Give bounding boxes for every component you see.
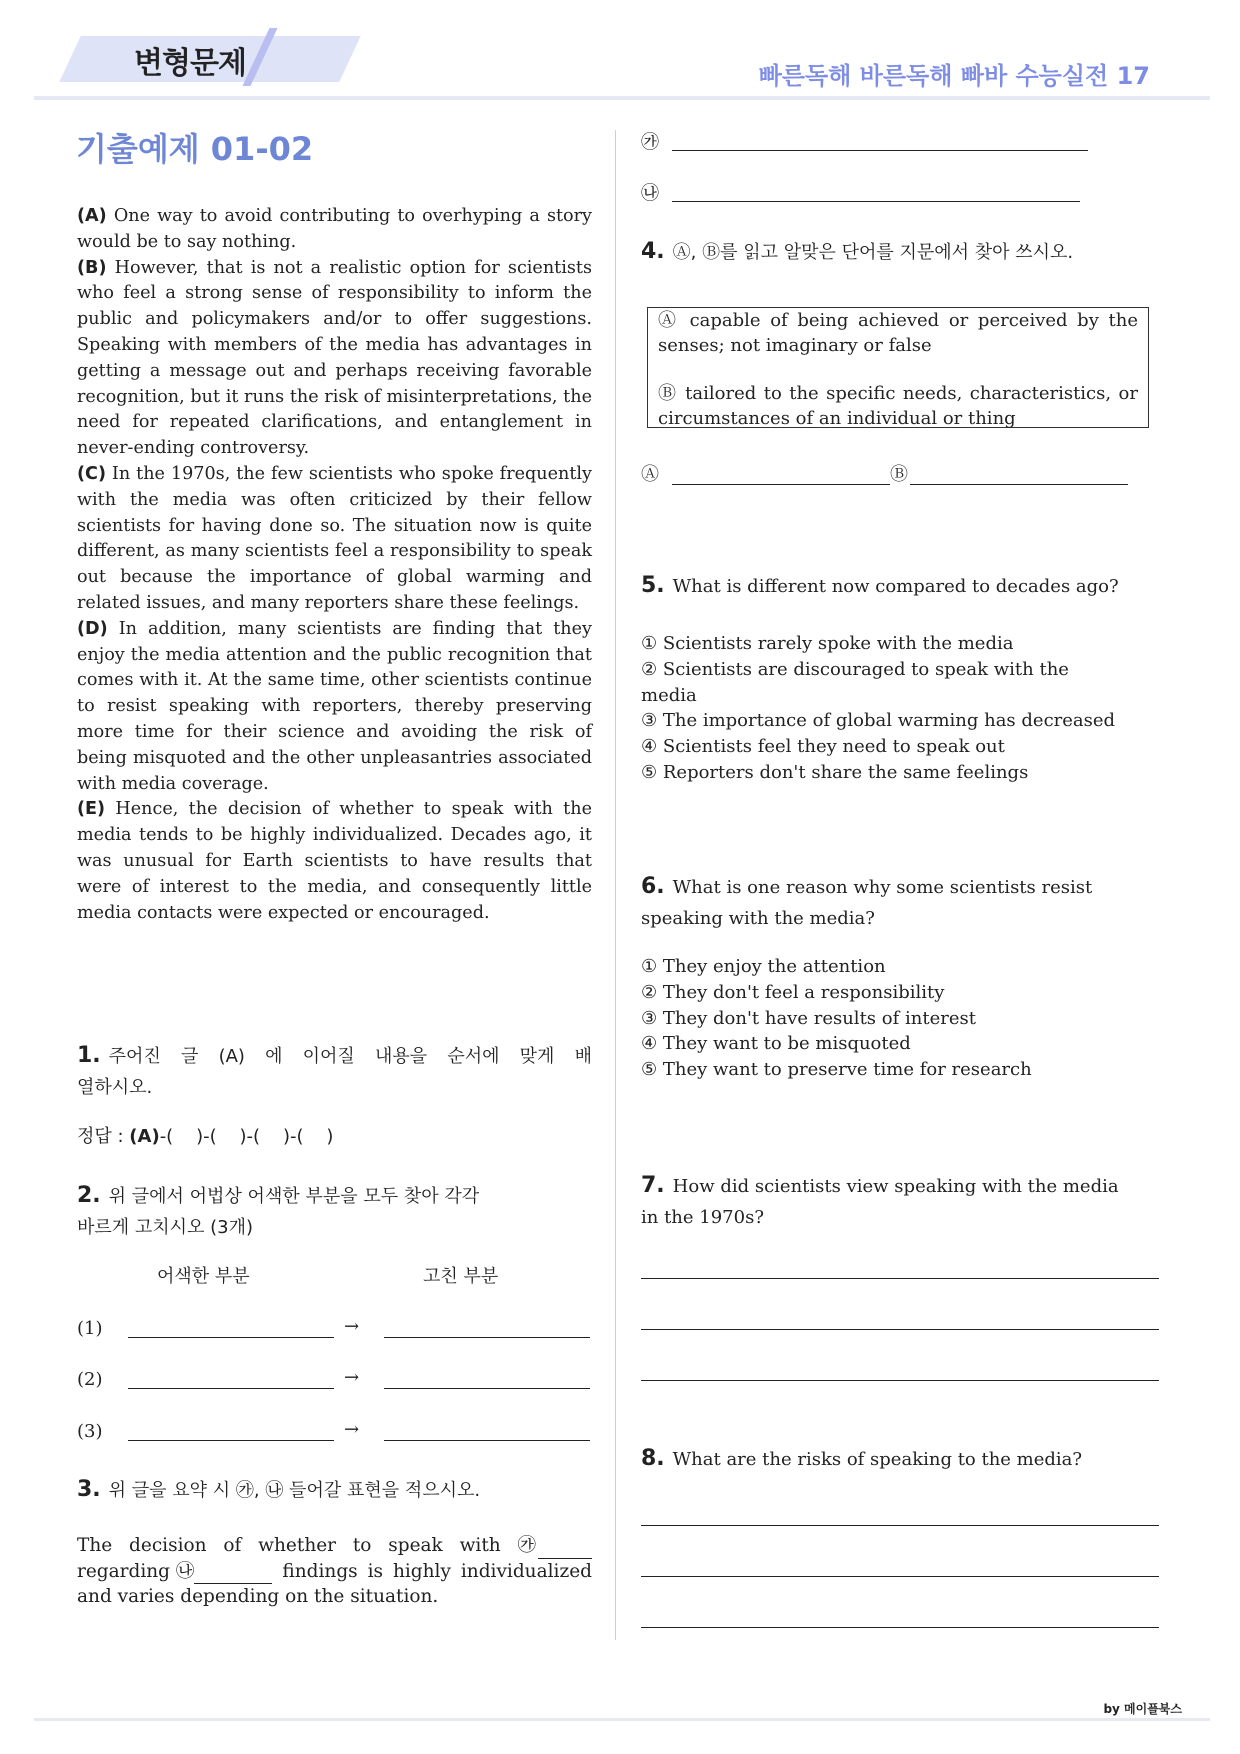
- question-number: 5.: [641, 573, 665, 598]
- question-text: What is one reason why some scientists resist: [672, 877, 1093, 898]
- question-number: 6.: [641, 874, 665, 899]
- question-3: [77, 1474, 480, 1506]
- question-number: 1.: [77, 1043, 101, 1068]
- passage-paragraph-c: [77, 462, 592, 617]
- question-2-line-1: [77, 1180, 592, 1212]
- option[interactable]: ① They enjoy the attention: [641, 956, 886, 977]
- option[interactable]: ③ They don't have results of interest: [641, 1007, 976, 1029]
- arrow-icon: →: [344, 1419, 360, 1440]
- question-text: Ⓐ, Ⓑ를 읽고 알맞은 단어를 지문에서 찾아 쓰시오.: [672, 242, 1074, 263]
- summary-blank-ga[interactable]: [538, 1533, 592, 1559]
- answer-blanks[interactable]: -( )-( )-( )-( ): [159, 1126, 334, 1147]
- summary-text: findings is highly individualized: [282, 1560, 592, 1582]
- paragraph-text: Hence, the decision of whether to speak with the media tends to be highly individualized. Decades ago, it was unusual for Earth scientists to have results that were of interest to the media, and consequently little media contacts were expected or encouraged.: [77, 799, 592, 923]
- question-8: [641, 1443, 1082, 1475]
- answer-line[interactable]: [384, 1440, 590, 1441]
- question-text: 주어진 글 (A) 에 이어질 내용을 순서에 맞게 배: [108, 1046, 592, 1067]
- row-label: (1): [77, 1318, 103, 1339]
- option[interactable]: ③ The importance of global warming has decreased: [641, 710, 1116, 732]
- option[interactable]: ② They don't feel a responsibility: [641, 981, 945, 1003]
- paragraph-text: One way to avoid contributing to overhyping a story would be to say nothing.: [77, 206, 592, 252]
- paragraph-label: (D): [77, 618, 108, 639]
- answer-label-na: ㉯: [641, 183, 659, 204]
- paragraph-label: (B): [77, 257, 107, 278]
- question-text: What are the risks of speaking to the media?: [672, 1449, 1083, 1470]
- question-5: [641, 570, 1119, 602]
- footer-divider: [34, 1718, 1210, 1721]
- paragraph-text: In the 1970s, the few scientists who spoke frequently with the media was often criticized by their fellow scientists for having done so. The situation now is quite different, as many scientists feel a responsibility to speak out because the importance of global warming and related issues, and many reporters share these feelings.: [77, 463, 592, 613]
- option-continued: media: [641, 684, 697, 706]
- answer-line[interactable]: [672, 201, 1080, 202]
- question-1-line-1: [77, 1040, 592, 1072]
- answer-line[interactable]: [641, 1329, 1159, 1330]
- question-number: 3.: [77, 1477, 101, 1502]
- passage-paragraph-d: [77, 617, 592, 798]
- passage-paragraph-a: [77, 204, 592, 256]
- definition-a: Ⓐ capable of being achieved or perceived by the senses; not imaginary or false: [658, 310, 1138, 356]
- paragraph-label: (A): [77, 206, 107, 226]
- question-text: 위 글을 요약 시 ㉮, ㉯ 들어갈 표현을 적으시오.: [108, 1480, 481, 1501]
- option[interactable]: ① Scientists rarely spoke with the media: [641, 633, 1014, 654]
- question-1-line-2: 열하시오.: [77, 1077, 153, 1098]
- answer-line[interactable]: [641, 1525, 1159, 1526]
- passage-paragraph-b: [77, 256, 592, 462]
- answer-line[interactable]: [128, 1440, 334, 1441]
- answer-start: (A): [129, 1126, 160, 1147]
- summary-text: The decision of whether to speak with ㉮: [77, 1535, 536, 1556]
- summary-text: regarding ㉯: [77, 1560, 195, 1582]
- question-number: 7.: [641, 1173, 665, 1198]
- footer-brand: [1103, 1700, 1182, 1717]
- question-4: [641, 236, 1073, 268]
- definition-gap: [658, 358, 1138, 382]
- answer-line[interactable]: [128, 1337, 334, 1338]
- summary-line-1: [77, 1533, 592, 1559]
- summary-blank-na[interactable]: [194, 1559, 272, 1585]
- answer-line[interactable]: [384, 1388, 590, 1389]
- row-label: (2): [77, 1369, 103, 1390]
- column-divider: [615, 130, 616, 1640]
- question-2: [77, 1180, 592, 1243]
- section-title: 기출예제 01-02: [76, 130, 314, 168]
- question-7-line-1: [641, 1170, 1119, 1202]
- question-6-line-2: speaking with the media?: [641, 908, 875, 929]
- definition-b: Ⓑ tailored to the specific needs, characteristics, or circumstances of an individual or thing: [658, 383, 1138, 429]
- option[interactable]: ④ They want to be misquoted: [641, 1033, 911, 1055]
- summary-line-2: [77, 1559, 592, 1585]
- summary: [77, 1533, 592, 1610]
- definition-box: [647, 307, 1149, 428]
- footer-by: by: [1103, 1702, 1125, 1716]
- column-header-fixed: 고친 부분: [423, 1266, 499, 1287]
- question-6-line-1: [641, 871, 1092, 903]
- paragraph-label: (E): [77, 799, 106, 820]
- answer-line[interactable]: [641, 1380, 1159, 1381]
- passage-paragraph-e: [77, 797, 592, 926]
- row-label: (3): [77, 1421, 103, 1442]
- answer-line[interactable]: [641, 1627, 1159, 1628]
- arrow-icon: →: [344, 1367, 360, 1388]
- paragraph-text: In addition, many scientists are finding that they enjoy the media attention and the public recognition that comes with it. At the same time, other scientists continue to resist speaking with reporters, thereby preserving more time for their science and avoiding the risk of being misquoted and the other unpleasantries associated with media coverage.: [77, 618, 592, 794]
- question-7: [641, 1170, 1119, 1233]
- passage: [77, 204, 592, 926]
- answer-line[interactable]: [672, 484, 890, 485]
- option[interactable]: ④ Scientists feel they need to speak out: [641, 736, 1005, 758]
- question-number: 8.: [641, 1446, 665, 1471]
- answer-line[interactable]: [641, 1576, 1159, 1577]
- header-tab-label: 변형문제: [134, 46, 246, 81]
- question-text: How did scientists view speaking with the media: [672, 1176, 1119, 1197]
- answer-label-b: Ⓑ: [890, 464, 908, 485]
- paragraph-label: (C): [77, 463, 106, 484]
- footer-brand-name: 메이플북스: [1124, 1702, 1182, 1716]
- answer-line[interactable]: [128, 1388, 334, 1389]
- arrow-icon: →: [344, 1316, 360, 1337]
- question-text: 위 글에서 어법상 어색한 부분을 모두 찾아 각각: [108, 1186, 480, 1207]
- question-1: [77, 1040, 592, 1103]
- header-title: 빠른독해 바른독해 빠바 수능실전 17: [758, 62, 1150, 90]
- answer-label-ga: ㉮: [641, 132, 659, 153]
- option[interactable]: ⑤ They want to preserve time for research: [641, 1059, 1032, 1081]
- answer-line[interactable]: [641, 1278, 1159, 1279]
- question-6: [641, 871, 1092, 934]
- question-6-options: [641, 954, 1032, 1083]
- column-header-wrong: 어색한 부분: [157, 1266, 250, 1287]
- question-2-line-2: 바르게 고치시오 (3개): [77, 1217, 254, 1238]
- answer-line[interactable]: [672, 150, 1088, 151]
- question-5-options: [641, 631, 1115, 786]
- answer-label: 정답 :: [77, 1126, 130, 1147]
- answer-label-a: Ⓐ: [641, 464, 659, 485]
- paragraph-text: However, that is not a realistic option for scientists who feel a strong sense of responsibility to inform the public and policymakers and/or to offer suggestions. Speaking with members of the media has advantages in getting a message out and perhaps receiving favorable recognition, but it runs the risk of misinterpretations, the need for repeated clarifications, and entanglement in never-ending controversy.: [77, 257, 592, 459]
- question-7-line-2: in the 1970s?: [641, 1207, 764, 1228]
- question-text: What is different now compared to decades ago?: [672, 576, 1119, 597]
- answer-line[interactable]: [910, 484, 1128, 485]
- summary-line-3: and varies depending on the situation.: [77, 1586, 439, 1607]
- header-divider: [34, 96, 1210, 100]
- question-number: 4.: [641, 239, 665, 264]
- question-1-answer: [77, 1121, 333, 1152]
- option[interactable]: ② Scientists are discouraged to speak with the: [641, 658, 1069, 680]
- question-number: 2.: [77, 1183, 101, 1208]
- answer-line[interactable]: [384, 1337, 590, 1338]
- option[interactable]: ⑤ Reporters don't share the same feelings: [641, 761, 1029, 783]
